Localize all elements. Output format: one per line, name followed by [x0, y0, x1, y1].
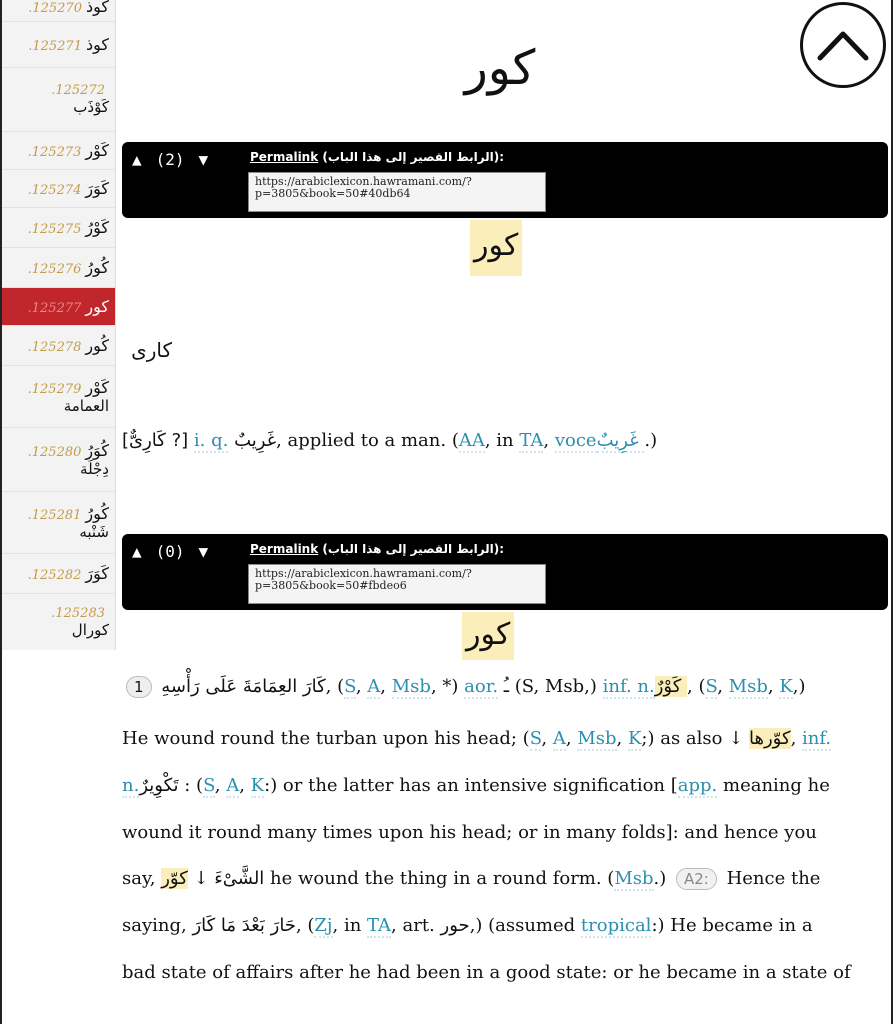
entry-text-line	[122, 676, 806, 698]
sidebar-item-number: .125280	[27, 445, 82, 460]
arabic-text: تَكْوِيرٌ	[139, 775, 185, 796]
sidebar-item[interactable]	[2, 326, 115, 366]
root-sidebar	[2, 0, 116, 650]
sidebar-item[interactable]	[2, 68, 115, 132]
text: ,	[214, 775, 227, 796]
arabic-highlight: كَوْرٌ	[654, 676, 688, 697]
arabic-highlight: كوّرها	[749, 728, 791, 749]
abbrev-link[interactable]: n.	[122, 775, 140, 796]
text: ,	[565, 728, 578, 749]
text: : (	[184, 775, 204, 796]
permalink-url-line: p=3805&book=50#fbdeo6	[255, 579, 407, 592]
source-link[interactable]: A	[226, 775, 240, 796]
abbrev-link[interactable]: aor.	[464, 676, 499, 697]
text: :) He became in a	[651, 915, 813, 936]
text: , *)	[430, 676, 465, 697]
source-link[interactable]: S	[203, 775, 215, 796]
sidebar-item-word: كَوْرُ	[85, 218, 109, 237]
permalink-url-box[interactable]	[248, 564, 546, 604]
sidebar-item-subword: دِجْلَة	[80, 460, 109, 478]
text: Hence the	[720, 868, 821, 889]
text: ,	[239, 775, 251, 796]
permalink-label	[250, 150, 504, 164]
source-link[interactable]: K	[627, 728, 642, 749]
source-link[interactable]: Msb	[614, 868, 654, 889]
arabic-text: ـُ	[498, 676, 515, 697]
text: he wound the thing in a round form. (	[264, 868, 615, 889]
entry-word: كارى	[131, 338, 172, 362]
text: , in	[484, 430, 520, 451]
source-link[interactable]: A	[552, 728, 566, 749]
scroll-top-button[interactable]	[800, 2, 886, 88]
upvote-icon[interactable]: ▲	[132, 150, 142, 169]
text: , (	[295, 915, 315, 936]
text: ,	[717, 676, 729, 697]
chevron-up-icon	[816, 28, 870, 62]
page-border-right	[891, 0, 893, 1024]
abbrev-link[interactable]: app.	[677, 775, 718, 796]
text: ,	[541, 728, 553, 749]
text: saying,	[122, 915, 193, 936]
sense-number-badge[interactable]: A2:	[676, 868, 717, 890]
text: say,	[122, 868, 162, 889]
permalink-description: (الرابط القصير إلى هذا الباب):	[322, 150, 505, 164]
text: , applied to a man. (	[276, 430, 459, 451]
text: (S, Msb,)	[514, 676, 603, 697]
sidebar-item-number: .125275	[27, 222, 82, 237]
sidebar-item[interactable]	[2, 248, 115, 288]
sidebar-item-word: كور	[85, 297, 109, 316]
source-link[interactable]: S	[344, 676, 356, 697]
source-link[interactable]: Msb	[728, 676, 768, 697]
source-link[interactable]: AA	[458, 430, 485, 451]
permalink-url-line: https://arabiclexicon.hawramani.com/?	[255, 175, 472, 188]
sidebar-item-word: كُوَرُ	[85, 441, 109, 460]
entry-text-line	[122, 915, 813, 936]
page-title: كور	[464, 40, 536, 96]
text: ↓	[187, 868, 215, 889]
sidebar-item-word: كَوْر	[85, 141, 109, 160]
text: ,	[355, 676, 368, 697]
sense-number-badge[interactable]: 1	[126, 676, 152, 698]
downvote-icon[interactable]: ▼	[198, 150, 209, 169]
entry-text-line	[122, 868, 820, 890]
permalink-url-line: https://arabiclexicon.hawramani.com/?	[255, 567, 472, 580]
source-link[interactable]: Msb	[577, 728, 617, 749]
downvote-icon[interactable]: ▼	[198, 542, 209, 561]
arabic-text: حور	[440, 915, 470, 936]
arabic-text: [? كَارِىٌّ]	[122, 430, 189, 451]
arabic-highlight: كوّر	[161, 868, 188, 889]
sidebar-item[interactable]	[2, 594, 115, 650]
text: , art.	[391, 915, 441, 936]
entry-text-line: wound it round many times upon his head; or in many folds]: and hence you	[122, 822, 817, 843]
text: , in	[332, 915, 368, 936]
permalink-link[interactable]: Permalink	[250, 150, 319, 164]
entry-text-line	[122, 728, 831, 749]
vote-controls	[132, 150, 208, 169]
entry-headword: كور	[470, 220, 522, 276]
source-link[interactable]: S	[705, 676, 718, 697]
vote-count: (2)	[155, 150, 185, 169]
sidebar-item[interactable]	[2, 492, 115, 554]
source-link[interactable]: S	[529, 728, 542, 749]
sidebar-item-number: .125281	[27, 508, 82, 523]
sidebar-item-subword: العمامة	[63, 397, 109, 415]
sidebar-item[interactable]	[2, 554, 115, 594]
text: He wound round the turban upon his head; (	[122, 728, 530, 749]
abbrev-link[interactable]: voce	[554, 430, 597, 451]
sidebar-item-active[interactable]	[2, 288, 115, 326]
abbrev-link[interactable]: inf.	[802, 728, 832, 749]
entry-text-line	[122, 775, 830, 796]
sidebar-item[interactable]	[2, 208, 115, 248]
text: .)	[653, 868, 672, 889]
sidebar-item-number: .125277	[27, 301, 82, 316]
entry-text-line: bad state of affairs after he had been in a good state: or he became in a state of	[122, 962, 851, 983]
upvote-icon[interactable]: ▲	[132, 542, 142, 561]
arabic-text: كَارَ العِمَامَةَ عَلَى رَأْسِهِ	[161, 676, 326, 697]
vote-count: (0)	[155, 542, 185, 561]
sidebar-item-number: .125282	[27, 568, 82, 583]
permalink-url-box[interactable]	[248, 172, 546, 212]
arabic-text: حَارَ بَعْدَ مَا كَارَ	[192, 915, 296, 936]
source-link[interactable]: TA	[519, 430, 544, 451]
sidebar-item-word: كَوَرَ	[85, 564, 109, 583]
sidebar-item-number: .125272	[51, 83, 105, 98]
entry-definition-line	[122, 430, 657, 451]
sidebar-item[interactable]	[2, 22, 115, 68]
sidebar-item[interactable]	[2, 366, 115, 428]
source-link[interactable]: K	[779, 676, 793, 697]
sidebar-item[interactable]	[2, 132, 115, 170]
sidebar-item-subword: كورال	[71, 620, 109, 639]
text: ,) (assumed	[469, 915, 581, 936]
permalink-url-line: p=3805&book=50#40db64	[255, 187, 411, 200]
source-link[interactable]: A	[367, 676, 381, 697]
permalink-description: (الرابط القصير إلى هذا الباب):	[322, 542, 505, 556]
sidebar-item-number: .125271	[28, 39, 82, 54]
abbrev-link[interactable]: tropical	[580, 915, 652, 936]
text: ;) as also ↓	[641, 728, 750, 749]
sidebar-item-word: كُور	[85, 336, 109, 355]
sidebar-item[interactable]	[2, 0, 115, 22]
sidebar-item[interactable]	[2, 428, 115, 492]
text: meaning he	[717, 775, 830, 796]
sidebar-item-number: .125270	[28, 1, 82, 16]
sidebar-item-word: كوذ	[85, 0, 109, 16]
sidebar-item-word: كوذ	[85, 35, 109, 54]
source-link[interactable]: TA	[367, 915, 392, 936]
sidebar-item-word: كَوَرَ	[85, 179, 109, 198]
arabic-text: الشَّىْءَ	[214, 868, 265, 889]
arabic-link[interactable]: غَرِيبٌ	[596, 430, 645, 451]
text: .)	[644, 430, 658, 451]
text: :) or the latter has an intensive signification [	[264, 775, 678, 796]
sidebar-item-word: كُورُ	[85, 258, 109, 277]
sidebar-item-number: .125283	[51, 605, 105, 621]
sidebar-item[interactable]	[2, 170, 115, 208]
permalink-bar	[122, 142, 888, 218]
text: ,	[380, 676, 392, 697]
sidebar-item-word: كُورُ	[85, 504, 109, 523]
entry-headword: كور	[462, 612, 514, 660]
text: ,	[616, 728, 628, 749]
permalink-bar	[122, 534, 888, 610]
source-link[interactable]: K	[250, 775, 265, 796]
source-link[interactable]: Zj	[314, 915, 333, 936]
sidebar-item-number: .125276	[27, 262, 82, 277]
text: ,	[790, 728, 803, 749]
source-link[interactable]: Msb	[391, 676, 431, 697]
text: , (	[325, 676, 345, 697]
text: ,)	[792, 676, 806, 697]
permalink-label	[250, 542, 504, 556]
sidebar-item-number: .125279	[27, 382, 82, 397]
sidebar-item-word: كَوْر	[85, 378, 109, 397]
vote-controls	[132, 542, 208, 561]
abbrev-link[interactable]: i. q.	[193, 430, 229, 451]
abbrev-link[interactable]: inf. n.	[602, 676, 655, 697]
sidebar-item-number: .125274	[27, 183, 82, 198]
text: ,	[543, 430, 555, 451]
sidebar-item-subword: شَنْبه	[79, 523, 109, 541]
sidebar-item-subword: كَوْذَب	[73, 98, 109, 116]
permalink-link[interactable]: Permalink	[250, 542, 319, 556]
sidebar-item-number: .125278	[27, 340, 82, 355]
text: , (	[687, 676, 706, 697]
text: ,	[767, 676, 780, 697]
sidebar-item-number: .125273	[27, 145, 82, 160]
arabic-text: غَرِيبٌ	[234, 430, 277, 451]
